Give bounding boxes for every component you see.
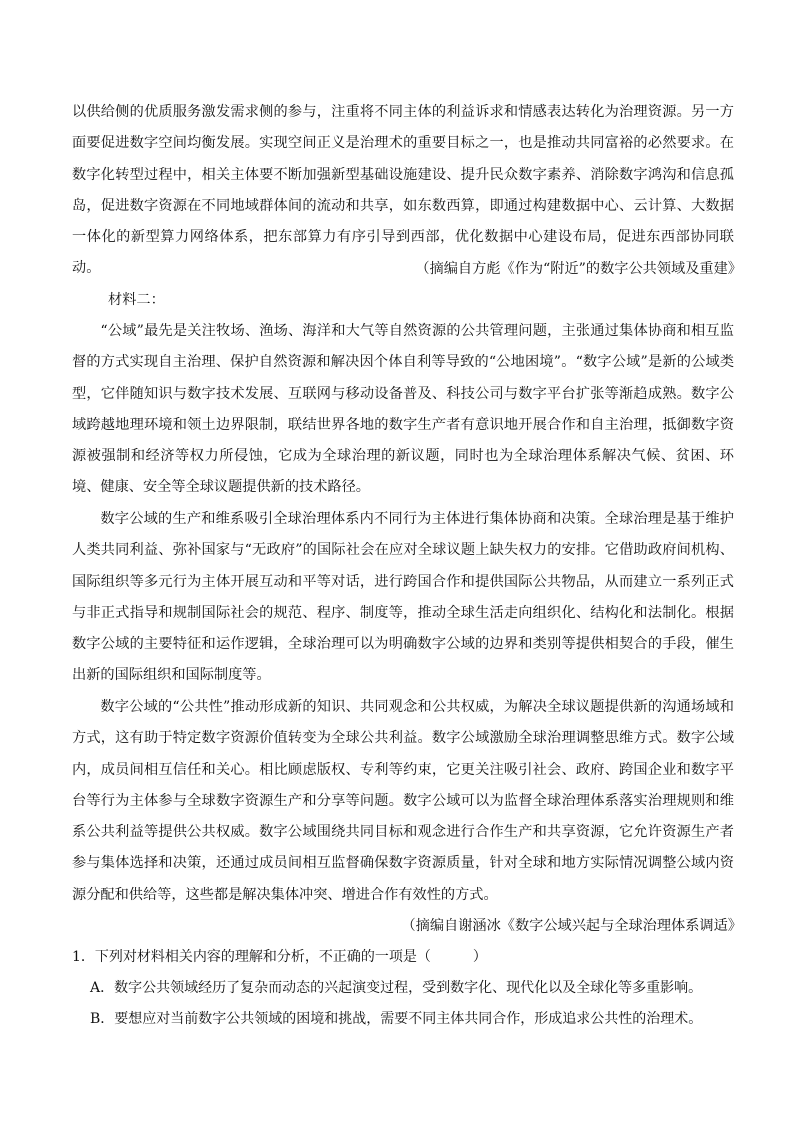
material-2-heading: 材料二： [108,292,165,308]
question-1-option-b[interactable]: B．要想应对当前数字公共领域的困境和挑战，需要不同主体共同合作，形成追求公共性的治理术。 [90,1011,703,1027]
question-1-stem: 1．下列对材料相关内容的理解和分析，不正确的一项是（ ） [72,949,487,965]
material-1-source: （摘编自方彪《作为“附近”的数字公共领域及重建》 [415,261,742,277]
material-2-paragraph-2: 数字公域的生产和维系吸引全球治理体系内不同行为主体进行集体协商和决策。全球治理是基于维护人类共同利益、弥补国家与“无政府”的国际社会在应对全球议题上缺失权力的安排。它借助政府间机构、国际组织等多元行为主体开展互动和平等对话，进行跨国合作和提供国际公共物品，从而建立一系列正式与非正式指导和规制国际社会的规范、程序、制度等，推动全球生活走向组织化、结构化和法制化。根据数字公域的主要特征和运作逻辑，全球治理可以为明确数字公域的边界和类别等提供相契合的手段，催生出新的国际组织和国际制度等。 [72,511,734,684]
material-2-paragraph-3: 数字公域的“公共性”推动形成新的知识、共同观念和公共权威，为解决全球议题提供新的沟通场域和方式，这有助于特定数字资源价值转变为全球公共利益。数字公域激励全球治理调整思维方式。数字公域内，成员间相互信任和关心。相比顾虑版权、专利等约束，它更关注吸引社会、政府、跨国企业和数字平台等行为主体参与全球数字资源生产和分享等问题。数字公域可以为监督全球治理体系落实治理规则和维系公共利益等提供公共权威。数字公域围绕共同目标和观念进行合作生产和共享资源，它允许资源生产者参与集体选择和决策，还通过成员间相互监督确保数字资源质量，针对全球和地方实际情况调整公域内资源分配和供给等，这些都是解决集体冲突、增进合作有效性的方式。 [72,699,734,903]
material-2-source: （摘编自谢涵冰《数字公域兴起与全球治理体系调适》 [401,918,742,934]
material-1-paragraph: 以供给侧的优质服务激发需求侧的参与，注重将不同主体的利益诉求和情感表达转化为治理资源。另一方面要促进数字空间均衡发展。实现空间正义是治理术的重要目标之一，也是推动共同富裕的必然要求。在数字化转型过程中，相关主体要不断加强新型基础设施建设、提升民众数字素养、消除数字鸿沟和信息孤岛，促进数字资源在不同地域群体间的流动和共享，如东数西算，即通过构建数据中心、云计算、大数据一体化的新型算力网络体系，把东部算力有序引导到西部，优化数据中心建设布局，促进东西部协同联动。 [72,104,734,277]
question-1-option-a[interactable]: A．数字公共领域经历了复杂而动态的兴起演变过程，受到数字化、现代化以及全球化等多重影响。 [90,980,703,996]
material-2-paragraph-1: “公域”最先是关注牧场、渔场、海洋和大气等自然资源的公共管理问题，主张通过集体协商和相互监督的方式实现自主治理、保护自然资源和解决因个体自利等导致的“公地困境”。“数字公域”是新的公域类型，它伴随知识与数字技术发展、互联网与移动设备普及、科技公司与数字平台扩张等渐趋成熟。数字公域跨越地理环境和领土边界限制，联结世界各地的数字生产者有意识地开展合作和自主治理，抵御数字资源被强制和经济等权力所侵蚀，它成为全球治理的新议题，同时也为全球治理体系解决气候、贫困、环境、健康、安全等全球议题提供新的技术路径。 [72,323,735,496]
